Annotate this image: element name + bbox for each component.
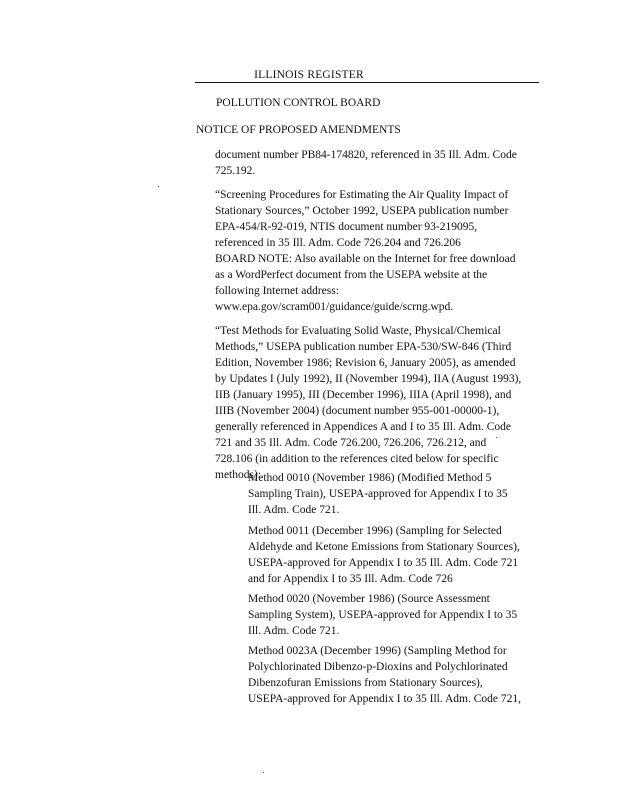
text-line: “Test Methods for Evaluating Solid Waste, Physical/Chemical bbox=[215, 325, 501, 337]
text-line: Method 0020 (November 1986) (Source Assessment bbox=[248, 593, 490, 605]
reference-paragraph bbox=[215, 323, 535, 483]
method-paragraph bbox=[248, 470, 540, 518]
text-line: document number PB84-174820, referenced in 35 Ill. Adm. Code bbox=[215, 149, 517, 161]
header-rule bbox=[195, 82, 539, 83]
text-line: 725.192. bbox=[215, 165, 256, 177]
text-line: Dibenzofuran Emissions from Stationary Sources), bbox=[248, 677, 483, 689]
text-line: www.epa.gov/scram001/guidance/guide/scrng.wpd. bbox=[215, 301, 454, 313]
text-line: by Updates I (July 1992), II (November 1994), IIA (August 1993), bbox=[215, 373, 522, 385]
text-line: Ill. Adm. Code 721. bbox=[248, 504, 340, 516]
text-line: Methods,” USEPA publication number EPA-530/SW-846 (Third bbox=[215, 341, 512, 353]
text-line: and for Appendix I to 35 Ill. Adm. Code 726 bbox=[248, 573, 453, 585]
text-line: Method 0011 (December 1996) (Sampling for Selected bbox=[248, 525, 502, 537]
text-line: following Internet address: bbox=[215, 285, 339, 297]
text-line: “Screening Procedures for Estimating the Air Quality Impact of bbox=[215, 189, 509, 201]
text-line: generally referenced in Appendices A and I to 35 Ill. Adm. Code bbox=[215, 421, 512, 433]
text-line: Aldehyde and Ketone Emissions from Stationary Sources), bbox=[248, 541, 520, 553]
register-title: ILLINOIS REGISTER bbox=[254, 69, 364, 81]
method-paragraph bbox=[248, 591, 540, 639]
text-line: BOARD NOTE: Also available on the Internet for free download bbox=[215, 253, 516, 265]
notice-title: NOTICE OF PROPOSED AMENDMENTS bbox=[196, 124, 401, 136]
text-line: Method 0010 (November 1986) (Modified Method 5 bbox=[248, 472, 492, 484]
text-line: IIIB (November 2004) (document number 955-001-00000-1), bbox=[215, 405, 500, 417]
board-name: POLLUTION CONTROL BOARD bbox=[216, 97, 381, 109]
text-line: IIB (January 1995), III (December 1996), IIIA (April 1998), and bbox=[215, 389, 512, 401]
method-paragraph bbox=[248, 523, 540, 587]
text-line: USEPA-approved for Appendix I to 35 Ill. Adm. Code 721, bbox=[248, 693, 522, 705]
reference-paragraph bbox=[215, 147, 535, 179]
text-line: Sampling Train), USEPA-approved for Appendix I to 35 bbox=[248, 488, 508, 500]
text-line: EPA-454/R-92-019, NTIS document number 93-219095, bbox=[215, 221, 478, 233]
text-line: 728.106 (in addition to the references cited below for specific bbox=[215, 453, 499, 465]
reference-paragraph bbox=[215, 187, 535, 251]
board-note-paragraph bbox=[215, 251, 535, 315]
text-line: 721 and 35 Ill. Adm. Code 726.200, 726.206, 726.212, and bbox=[215, 437, 487, 449]
scan-speck bbox=[263, 772, 264, 773]
text-line: Edition, November 1986; Revision 6, January 2005), as amended bbox=[215, 357, 516, 369]
scan-speck bbox=[158, 186, 159, 187]
text-line: referenced in 35 Ill. Adm. Code 726.204 and 726.206 bbox=[215, 237, 461, 249]
text-line: as a WordPerfect document from the USEPA website at the bbox=[215, 269, 488, 281]
text-line: Sampling System), USEPA-approved for Appendix I to 35 bbox=[248, 609, 518, 621]
text-line: Method 0023A (December 1996) (Sampling Method for bbox=[248, 645, 507, 657]
text-line: Stationary Sources,” October 1992, USEPA publication number bbox=[215, 205, 509, 217]
text-line: USEPA-approved for Appendix I to 35 Ill. Adm. Code 721 bbox=[248, 557, 519, 569]
method-paragraph bbox=[248, 643, 540, 707]
text-line: Ill. Adm. Code 721. bbox=[248, 625, 340, 637]
scan-speck bbox=[496, 437, 497, 438]
text-line: methods): bbox=[215, 469, 261, 481]
text-line: Polychlorinated Dibenzo-p-Dioxins and Polychlorinated bbox=[248, 661, 508, 673]
